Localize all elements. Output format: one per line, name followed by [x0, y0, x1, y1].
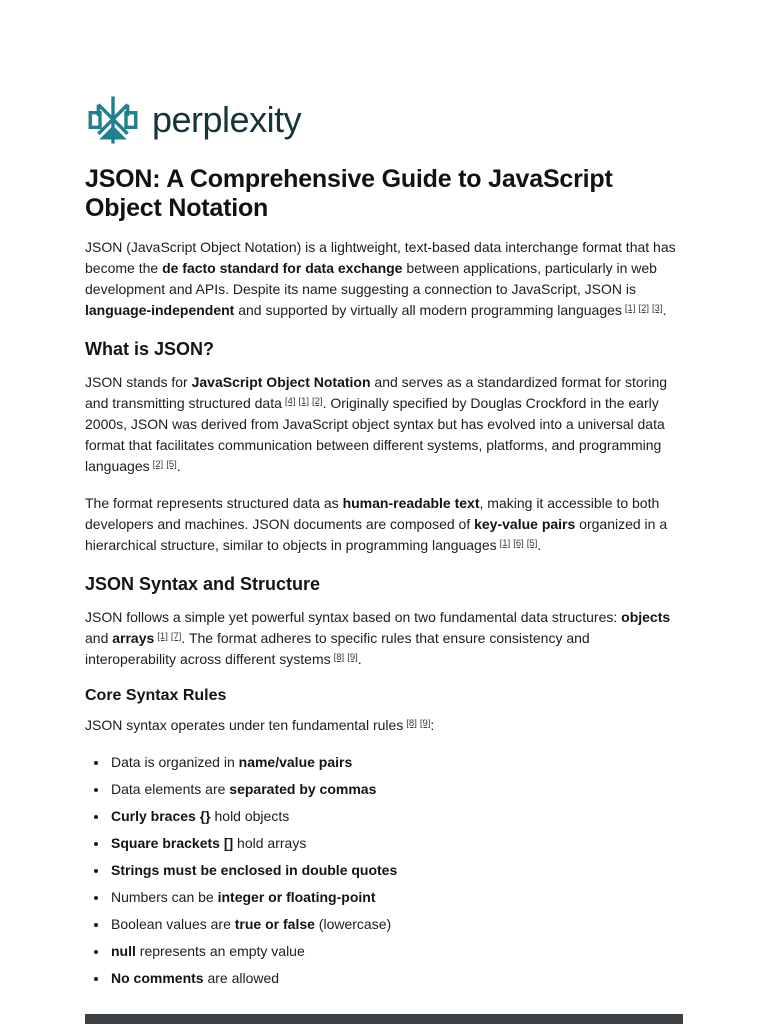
section-heading: What is JSON?: [85, 339, 215, 359]
list-item: • Square brackets [] hold arrays: [109, 833, 683, 854]
paragraph: JSON follows a simple yet powerful syntax based on two fundamental data structures: objects and arrays [1] [7]. The format adheres to specific rules that ensure consistency and interoperability across different systems [8] [9].: [85, 609, 671, 667]
bold-text: human-readable text: [342, 495, 480, 511]
citation-link[interactable]: [6]: [513, 538, 524, 549]
paragraph: JSON syntax operates under ten fundamental rules [8] [9]:: [85, 717, 435, 733]
list-item: • No comments are allowed: [109, 968, 683, 989]
bold-text: language-independent: [85, 302, 235, 318]
section-heading: Core Syntax Rules: [85, 687, 227, 704]
citation-link[interactable]: [5]: [526, 538, 538, 549]
citation-link[interactable]: [8]: [333, 652, 345, 663]
paragraph: The format represents structured data as human-readable text, making it accessible to both developers and machines. JSON documents are composed of key-value pairs organized in a hierarchical structure, similar to objects in programming languages [1] [6] [5].: [85, 495, 668, 553]
citation-link[interactable]: [1]: [499, 538, 511, 549]
bold-text: arrays: [112, 630, 155, 646]
list-item: • Boolean values are true or false (lowercase): [109, 914, 683, 935]
perplexity-wordmark: perplexity: [152, 99, 302, 140]
bold-text: integer or floating-point: [217, 889, 376, 905]
bold-text: Curly braces {}: [111, 808, 211, 824]
next-block-peek-bar: [85, 1014, 683, 1024]
paragraph: JSON (JavaScript Object Notation) is a lightweight, text-based data interchange format that has become the de facto standard for data exchange between applications, particularly in web development and APIs. Despite its name suggesting a connection to JavaScript, JSON is language-independent and supported by virtually all modern programming languages [1] [2] [3].: [85, 239, 676, 318]
citation-link[interactable]: [2]: [638, 303, 650, 314]
citation-link[interactable]: [8]: [406, 718, 417, 729]
list-item: • null represents an empty value: [109, 941, 683, 962]
syntax-rules-list: [91, 752, 683, 989]
bold-text: de facto standard for data exchange: [162, 260, 403, 276]
bold-text: null: [111, 943, 136, 959]
citation-link[interactable]: [2]: [312, 396, 323, 407]
document-content: [85, 92, 683, 995]
citation-link[interactable]: [7]: [170, 631, 182, 642]
perplexity-brand: [87, 92, 683, 148]
citation-link[interactable]: [9]: [347, 652, 358, 663]
bold-text: No comments: [111, 970, 204, 986]
bold-text: Strings must be enclosed in double quotes: [111, 862, 398, 878]
document-body: [85, 237, 683, 989]
bold-text: true or false: [234, 916, 315, 932]
citation-link[interactable]: [3]: [652, 303, 663, 314]
bold-text: JavaScript Object Notation: [191, 374, 371, 390]
bold-text: objects: [621, 609, 671, 625]
paragraph: JSON stands for JavaScript Object Notation and serves as a standardized format for storing and transmitting structured data [4] [1] [2]. Originally specified by Douglas Crockford in the early 2000s, JSON was derived from JavaScript object syntax but has evolved into a universal data format that facilitates communication between different systems, platforms, and programming languages [2] [5].: [85, 374, 668, 474]
list-item: • Curly braces {} hold objects: [109, 806, 683, 827]
bold-text: Square brackets []: [111, 835, 234, 851]
list-item: [109, 860, 683, 881]
citation-link[interactable]: [2]: [152, 459, 164, 470]
bold-text: separated by commas: [229, 781, 377, 797]
list-item: • Data is organized in name/value pairs: [109, 752, 683, 773]
perplexity-logo-icon: [87, 92, 139, 148]
bold-text: key-value pairs: [474, 516, 576, 532]
list-item: • Data elements are separated by commas: [109, 779, 683, 800]
section-heading: JSON Syntax and Structure: [85, 574, 321, 594]
citation-link[interactable]: [9]: [419, 718, 431, 729]
citation-link[interactable]: [1]: [624, 303, 636, 314]
page-title: JSON: A Comprehensive Guide to JavaScript Object Notation: [85, 165, 613, 222]
bold-text: name/value pairs: [238, 754, 353, 770]
citation-link[interactable]: [1]: [298, 396, 310, 407]
list-item: • Numbers can be integer or floating-point: [109, 887, 683, 908]
citation-link[interactable]: [1]: [157, 631, 168, 642]
citation-link[interactable]: [5]: [166, 459, 177, 470]
citation-link[interactable]: [4]: [284, 396, 296, 407]
